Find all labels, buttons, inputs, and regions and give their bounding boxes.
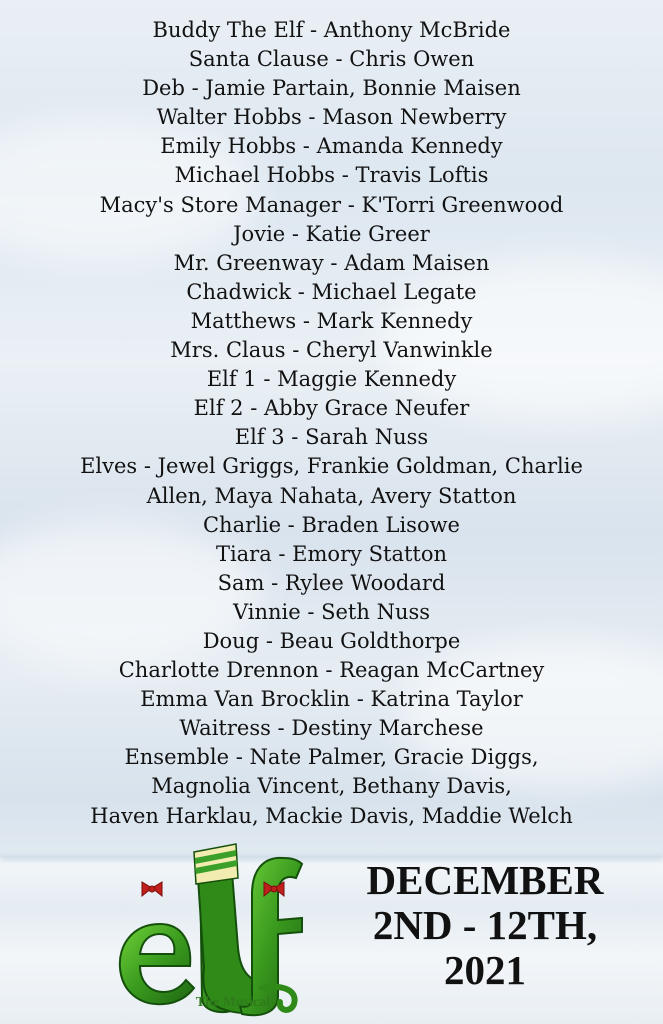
cast-line: Elf 3 - Sarah Nuss (234, 425, 429, 450)
logo-subtitle: The Musical (195, 995, 271, 1010)
cast-line: Elf 2 - Abby Grace Neufer (193, 396, 470, 421)
cast-line: Waitress - Destiny Marchese (179, 716, 484, 741)
cast-line: Allen, Maya Nahata, Avery Statton (146, 483, 517, 508)
elf-logo-graphic (112, 838, 322, 1020)
cast-line: Sam - Rylee Woodard (217, 570, 446, 595)
cast-line: Deb - Jamie Partain, Bonnie Maisen (142, 76, 521, 101)
dates-line-2: 2ND - 12TH, (372, 902, 598, 948)
striped-cuff-shape (194, 844, 238, 884)
cast-line: Matthews - Mark Kennedy (190, 308, 473, 333)
cast-list (0, 16, 663, 831)
dates-line-1: DECEMBER (366, 857, 604, 903)
letter-e-shape (120, 924, 194, 1004)
cast-line: Jovie - Katie Greer (233, 221, 430, 246)
cast-line: Haven Harklau, Mackie Davis, Maddie Welch (90, 803, 573, 828)
cast-line: Charlotte Drennon - Reagan McCartney (118, 658, 545, 683)
cast-line: Emily Hobbs - Amanda Kennedy (160, 134, 503, 159)
cast-line: Emma Van Brocklin - Katrina Taylor (140, 687, 523, 712)
cast-line: Elves - Jewel Griggs, Frankie Goldman, Charlie (80, 454, 583, 479)
red-bow-icon (142, 882, 162, 896)
cast-line: Tiara - Emory Statton (215, 541, 448, 566)
cast-line: Mrs. Claus - Cheryl Vanwinkle (170, 338, 493, 363)
cast-line: Santa Clause - Chris Owen (188, 47, 475, 72)
cast-line: Michael Hobbs - Travis Loftis (174, 163, 489, 188)
cast-line: Ensemble - Nate Palmer, Gracie Diggs, (124, 745, 539, 770)
cast-line: Walter Hobbs - Mason Newberry (156, 105, 507, 130)
dates-line-3: 2021 (444, 947, 526, 993)
cast-line: Macy's Store Manager - K'Torri Greenwood (99, 192, 564, 217)
cast-line: Elf 1 - Maggie Kennedy (206, 367, 457, 392)
performance-dates (345, 858, 625, 993)
cast-line: Chadwick - Michael Legate (186, 279, 477, 304)
cast-line: Magnolia Vincent, Bethany Davis, (151, 774, 512, 799)
cast-line: Charlie - Braden Lisowe (202, 512, 460, 537)
cast-line: Vinnie - Seth Nuss (232, 599, 431, 624)
cast-line: Buddy The Elf - Anthony McBride (152, 18, 511, 42)
cast-line: Mr. Greenway - Adam Maisen (173, 250, 490, 275)
elf-musical-logo (112, 838, 322, 1020)
cast-line: Doug - Beau Goldthorpe (202, 628, 461, 653)
